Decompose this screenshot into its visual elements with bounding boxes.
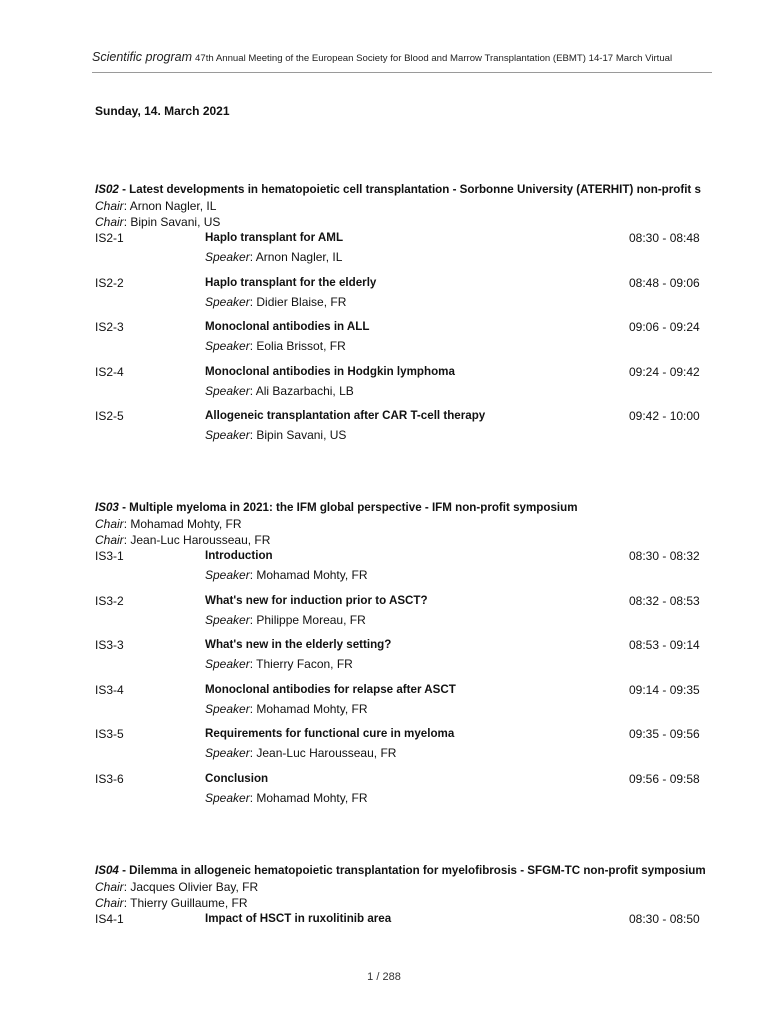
- talk-time: 08:30 - 08:48: [629, 231, 700, 245]
- speaker-label: Speaker: [205, 383, 250, 398]
- talk-title: Impact of HSCT in ruxolitinib area: [205, 912, 392, 925]
- talk-speaker: Speaker: Mohamad Mohty, FR: [205, 701, 368, 716]
- talk-code: IS2-2: [95, 275, 124, 290]
- talk-row: [95, 593, 768, 638]
- header-title: Scientific program: [92, 50, 193, 64]
- talk-row: [95, 275, 768, 320]
- speaker-name: Jean-Luc Harousseau, FR: [256, 746, 397, 760]
- talk-title: Monoclonal antibodies in Hodgkin lymphoma: [205, 364, 455, 378]
- talk-code: IS3-5: [95, 727, 124, 741]
- talk-code: IS3-2: [95, 593, 124, 608]
- talk-speaker: Speaker: Eolia Brissot, FR: [205, 339, 346, 353]
- talk-time: 09:24 - 09:42: [629, 364, 700, 379]
- talk-title: Monoclonal antibodies for relapse after ASCT: [205, 682, 456, 696]
- talk-title: Haplo transplant for AML: [205, 231, 344, 244]
- speaker-label: Speaker: [205, 294, 250, 309]
- speaker-label: Speaker: [205, 568, 250, 582]
- session-code: IS02: [95, 183, 119, 196]
- page-header: [92, 50, 712, 73]
- talk-code: IS2-4: [95, 364, 124, 379]
- session-title-text: - Dilemma in allogeneic hematopoietic transplantation for myelofibrosis - SFGM-TC non-profit symposium: [118, 864, 706, 877]
- talk-time: 09:35 - 09:56: [629, 727, 700, 741]
- chair-name: Thierry Guillaume, FR: [130, 896, 248, 910]
- talk-time: 08:53 - 09:14: [629, 638, 700, 652]
- speaker-name: Mohamad Mohty, FR: [256, 790, 368, 805]
- talk-title: Introduction: [205, 549, 273, 562]
- talk-title: What's new in the elderly setting?: [205, 638, 392, 651]
- talk-title: Requirements for functional cure in myeloma: [205, 727, 455, 740]
- speaker-name: Philippe Moreau, FR: [256, 612, 366, 627]
- talk-row: [95, 911, 768, 942]
- session-title: [95, 181, 768, 198]
- page-number: 1 / 288: [367, 971, 401, 983]
- session-is02: [95, 181, 768, 453]
- talk-speaker: Speaker: Didier Blaise, FR: [205, 294, 347, 309]
- session-code: IS03: [95, 501, 119, 514]
- chair-line: Chair: Jacques Olivier Bay, FR: [95, 880, 259, 894]
- talk-title: Allogeneic transplantation after CAR T-cell therapy: [205, 409, 486, 422]
- talk-code: IS3-4: [95, 682, 124, 697]
- talk-code: IS2-3: [95, 320, 124, 334]
- talk-speaker: Speaker: Mohamad Mohty, FR: [205, 568, 368, 582]
- chair-label: Chair: [95, 215, 124, 229]
- talk-title: Monoclonal antibodies in ALL: [205, 320, 370, 333]
- talk-time: 09:56 - 09:58: [629, 771, 700, 786]
- chair-line: Chair: Bipin Savani, US: [95, 215, 221, 229]
- talk-time: 08:48 - 09:06: [629, 275, 700, 290]
- talk-row: [95, 682, 768, 727]
- speaker-label: Speaker: [205, 790, 250, 805]
- talk-speaker: Speaker: Bipin Savani, US: [205, 428, 347, 442]
- talk-row: [95, 726, 768, 771]
- chair-name: Jacques Olivier Bay, FR: [130, 880, 259, 894]
- talk-row: [95, 230, 768, 275]
- session-title: [95, 862, 768, 879]
- talk-time: 09:06 - 09:24: [629, 320, 700, 334]
- talk-time: 09:14 - 09:35: [629, 682, 700, 697]
- talk-row: [95, 319, 768, 364]
- speaker-name: Eolia Brissot, FR: [256, 339, 346, 353]
- speaker-name: Didier Blaise, FR: [256, 294, 347, 309]
- chair-name: Jean-Luc Harousseau, FR: [130, 533, 271, 547]
- talk-speaker: Speaker: Thierry Facon, FR: [205, 657, 353, 671]
- session-code: IS04: [95, 864, 119, 877]
- talk-row: [95, 548, 768, 593]
- session-is04: [95, 862, 768, 942]
- speaker-label: Speaker: [205, 657, 250, 671]
- speaker-name: Bipin Savani, US: [256, 428, 347, 442]
- talk-row: [95, 408, 768, 453]
- chair-name: Bipin Savani, US: [130, 215, 221, 229]
- talk-title: Haplo transplant for the elderly: [205, 275, 377, 289]
- talk-time: 08:32 - 08:53: [629, 593, 700, 608]
- talk-speaker: Speaker: Mohamad Mohty, FR: [205, 790, 368, 805]
- speaker-name: Arnon Nagler, IL: [255, 250, 343, 264]
- chair-label: Chair: [95, 880, 124, 894]
- speaker-name: Mohamad Mohty, FR: [256, 568, 368, 582]
- talk-code: IS3-6: [95, 771, 124, 786]
- talk-row: [95, 364, 768, 409]
- chair-line: Chair: Jean-Luc Harousseau, FR: [95, 533, 271, 547]
- talk-time: 08:30 - 08:32: [629, 549, 700, 563]
- speaker-label: Speaker: [205, 428, 250, 442]
- speaker-name: Ali Bazarbachi, LB: [255, 383, 354, 398]
- speaker-label: Speaker: [205, 339, 250, 353]
- talk-code: IS3-3: [95, 638, 124, 652]
- speaker-label: Speaker: [205, 612, 250, 627]
- chair-label: Chair: [95, 896, 124, 910]
- chair-name: Arnon Nagler, IL: [129, 199, 217, 213]
- speaker-label: Speaker: [205, 701, 250, 716]
- header-subtitle: 47th Annual Meeting of the European Society for Blood and Marrow Transplantation (EBMT) 14-17 March Virtual: [195, 53, 673, 64]
- chair-label: Chair: [95, 199, 124, 213]
- talk-speaker: Speaker: Philippe Moreau, FR: [205, 612, 366, 627]
- chair-name: Mohamad Mohty, FR: [130, 517, 242, 531]
- speaker-label: Speaker: [205, 746, 250, 760]
- chair-line: Chair: Arnon Nagler, IL: [95, 199, 217, 213]
- talk-code: IS2-5: [95, 409, 124, 423]
- chair-label: Chair: [95, 533, 124, 547]
- talk-speaker: Speaker: Ali Bazarbachi, LB: [205, 383, 354, 398]
- talk-title: What's new for induction prior to ASCT?: [205, 593, 428, 607]
- talk-time: 08:30 - 08:50: [629, 912, 700, 926]
- session-title-text: - Multiple myeloma in 2021: the IFM global perspective - IFM non-profit symposium: [118, 501, 578, 514]
- talk-code: IS2-1: [95, 231, 124, 245]
- talk-time: 09:42 - 10:00: [629, 409, 700, 423]
- chair-line: Chair: Thierry Guillaume, FR: [95, 896, 248, 910]
- session-title: [95, 499, 768, 516]
- speaker-name: Thierry Facon, FR: [256, 657, 353, 671]
- chair-label: Chair: [95, 517, 124, 531]
- talk-title: Conclusion: [205, 771, 269, 785]
- talk-speaker: Speaker: Arnon Nagler, IL: [205, 250, 343, 264]
- session-title-text: - Latest developments in hematopoietic cell transplantation - Sorbonne University (ATERHIT) non-profit s: [118, 183, 701, 196]
- speaker-label: Speaker: [205, 250, 250, 264]
- talk-row: [95, 637, 768, 682]
- talk-speaker: Speaker: Jean-Luc Harousseau, FR: [205, 746, 397, 760]
- talk-code: IS3-1: [95, 549, 124, 563]
- talk-row: [95, 771, 768, 816]
- session-is03: [95, 499, 768, 815]
- talk-code: IS4-1: [95, 912, 124, 926]
- session-date: Sunday, 14. March 2021: [95, 104, 230, 118]
- speaker-name: Mohamad Mohty, FR: [256, 701, 368, 716]
- chair-line: Chair: Mohamad Mohty, FR: [95, 517, 242, 531]
